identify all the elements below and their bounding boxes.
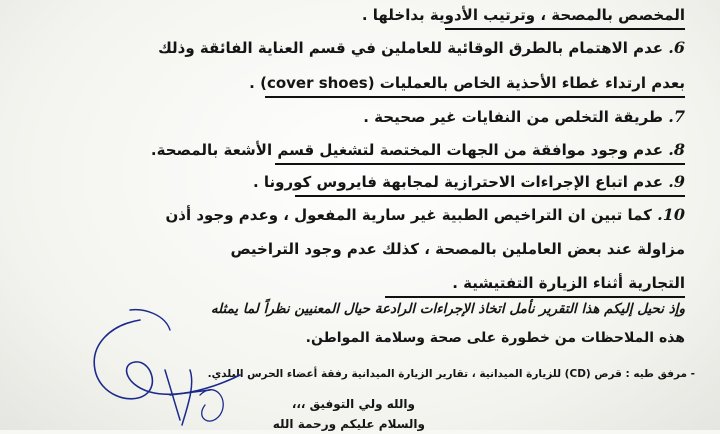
salutation: والسلام عليكم ورحمة الله bbox=[272, 417, 425, 431]
item-10-number: 10. bbox=[657, 205, 685, 224]
item-6-line-2: بعدم ارتداء غطاء الأحذية الخاص بالعمليات (cover shoes) . bbox=[249, 74, 685, 92]
item-8-number: 8. bbox=[668, 140, 685, 159]
item-10-line-3: التجارية أثناء الزيارة التفتيشية . bbox=[452, 274, 685, 292]
closing-paragraph-line-1: وإذ نحيل إليكم هذا التقرير نأمل اتخاذ الإجراءات الرادعة حيال المعنيين نظراً لما يمثله bbox=[210, 301, 685, 317]
item-8: 8. عدم وجود موافقة من الجهات المختصة لتشغيل قسم الأشعة بالمصحة. bbox=[150, 140, 685, 159]
closing-phrase: والله ولي التوفيق ،،، bbox=[291, 397, 415, 411]
item-9: 9. عدم اتباع الإجراءات الاحترازية لمجابهة فايروس كورونا . bbox=[253, 172, 685, 191]
underline-2 bbox=[265, 96, 685, 98]
underline-1 bbox=[445, 28, 685, 30]
attachment-note: - مرفق طيه : قرص (CD) للزيارة الميدانية ، تقارير الزيارة الميدانية رفقة أعضاء الحرس البلدي. bbox=[207, 368, 695, 380]
underline-3 bbox=[275, 163, 685, 165]
item-10-line-1: 10. كما تبين ان التراخيص الطبية غير سارية المفعول ، وعدم وجود أذن bbox=[165, 205, 685, 224]
item-10-line-2: مزاولة عند بعض العاملين بالمصحة ، كذلك عدم وجود التراخيص bbox=[230, 240, 685, 258]
underline-5 bbox=[385, 296, 685, 298]
item-9-number: 9. bbox=[668, 172, 685, 191]
text-line-1: المخصص بالمصحة ، وترتيب الأدوية بداخلها . bbox=[361, 6, 685, 24]
underline-4 bbox=[295, 195, 685, 197]
closing-paragraph-line-2: هذه الملاحظات من خطورة على صحة وسلامة المواطن. bbox=[305, 330, 685, 346]
item-7-number: 7. bbox=[668, 107, 685, 126]
item-7: 7. طريقة التخلص من النفايات غير صحيحة . bbox=[363, 107, 685, 126]
item-6-number: 6. bbox=[668, 38, 685, 57]
item-6-line-1: 6. عدم الاهتمام بالطرق الوقائية للعاملين في قسم العناية الفائقة وذلك bbox=[158, 38, 685, 57]
